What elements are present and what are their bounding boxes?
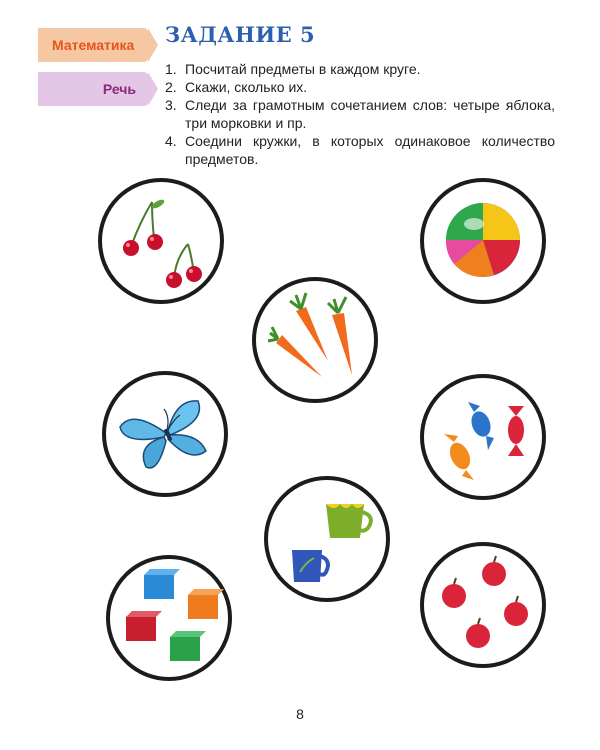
subject-tag-speech: Речь <box>38 72 148 106</box>
circle-cups[interactable] <box>264 476 390 602</box>
apple-1 <box>482 556 506 586</box>
cube-green <box>170 631 206 661</box>
instruction-text: Посчитай предметы в каждом круге. <box>185 61 421 77</box>
circle-carrots[interactable] <box>252 277 378 403</box>
apple-2 <box>442 578 466 608</box>
instruction-text: Скажи, сколько их. <box>185 79 308 95</box>
ball-icon <box>424 182 542 300</box>
cube-icon <box>110 559 228 677</box>
page-number: 8 <box>296 706 304 722</box>
cherry-pair-2 <box>166 244 202 288</box>
circle-candies[interactable] <box>420 374 546 500</box>
circle-apples[interactable] <box>420 542 546 668</box>
subject-tag-math: Математика <box>38 28 148 62</box>
apple-icon <box>424 546 542 664</box>
candy-icon <box>424 378 542 496</box>
instruction-number: 1. <box>165 61 177 77</box>
circle-cherries[interactable] <box>98 178 224 304</box>
cherry-icon <box>102 182 220 300</box>
cup-blue <box>292 550 328 582</box>
candy-orange <box>444 434 474 480</box>
task-title: ЗАДАНИЕ 5 <box>165 22 316 47</box>
apple-3 <box>504 596 528 626</box>
instruction-item <box>165 132 555 168</box>
carrot-icon <box>256 281 374 399</box>
circle-cubes[interactable] <box>106 555 232 681</box>
instructions-list <box>165 60 555 168</box>
instruction-item <box>165 96 555 132</box>
instruction-text: Соедини кружки, в которых одинаковое количество предметов. <box>185 133 555 167</box>
cube-blue <box>144 569 180 599</box>
candy-red <box>508 406 524 456</box>
cup-icon <box>268 480 386 598</box>
instruction-item <box>165 78 555 96</box>
instruction-text: Следи за грамотным сочетанием слов: четыре яблока, три морковки и пр. <box>185 97 555 131</box>
carrot-3 <box>328 297 352 375</box>
apple-4 <box>466 618 490 648</box>
cube-red <box>126 611 162 641</box>
instruction-number: 3. <box>165 97 177 113</box>
circle-ball[interactable] <box>420 178 546 304</box>
butterfly-icon <box>106 375 224 493</box>
candy-blue <box>468 402 494 450</box>
instruction-number: 2. <box>165 79 177 95</box>
cube-orange <box>188 589 224 619</box>
cup-green <box>326 504 371 538</box>
instruction-item <box>165 60 555 78</box>
cherry-pair-1 <box>123 198 166 256</box>
instruction-number: 4. <box>165 133 177 149</box>
circle-butterfly[interactable] <box>102 371 228 497</box>
